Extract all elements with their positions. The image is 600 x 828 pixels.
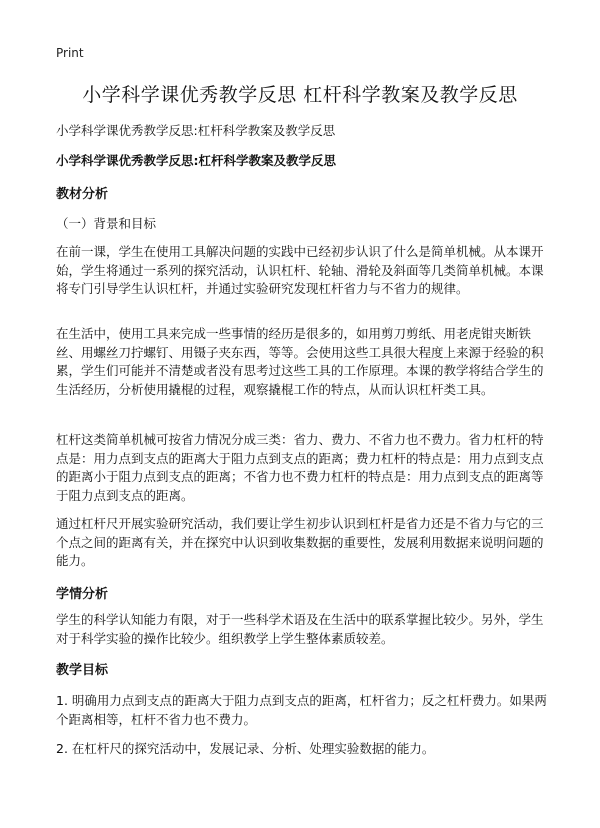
paragraph-5: 学生的科学认知能力有限，对于一些科学术语及在生活中的联系掌握比较少。另外，学生对于科学实验的操作比较少。组织教学上学生整体素质较差。 (56, 612, 544, 646)
document-subtitle: 小学科学课优秀教学反思:杠杆科学教案及教学反思 (56, 123, 336, 138)
paragraph-1: 在前一课，学生在使用工具解决问题的实践中已经初步认识了什么是简单机械。从本课开始，学生将通过一系列的探究活动，认识杠杆、轮轴、滑轮及斜面等几类简单机械。本课将专门引导学生认识杠杆，并通过实验研究发现杠杆省力与不省力的规律。 (56, 244, 544, 296)
goal-item-1: 1. 明确用力点到支点的距离大于阻力点到支点的距离，杠杆省力；反之杠杆费力。如果两个距离相等，杠杆不省力也不费力。 (56, 693, 547, 727)
section-heading-teaching-goals: 教学目标 (56, 663, 109, 678)
goal-item-2: 2. 在杠杆尺的探究活动中，发展记录、分析、处理实验数据的能力。 (56, 741, 435, 756)
section-heading-textbook-analysis: 教材分析 (56, 187, 109, 202)
print-label[interactable]: Print (56, 46, 84, 60)
section-heading-student-analysis: 学情分析 (56, 587, 109, 602)
page-title: 小学科学课优秀教学反思 杠杆科学教案及教学反思 (82, 84, 518, 106)
subsection-heading-background: （一）背景和目标 (56, 216, 157, 231)
paragraph-2: 在生活中，使用工具来完成一些事情的经历是很多的，如用剪刀剪纸、用老虎钳夹断铁丝、用螺丝刀拧螺钉、用镊子夹东西，等等。会使用这些工具很大程度上来源于经验的积累，学生们可能并不清楚或者没有思考过这些工具的工作原理。本课的教学将结合学生的生活经历，分析使用撬棍的过程，观察撬棍工作的特点，从而认识杠杆类工具。 (56, 326, 544, 397)
paragraph-4: 通过杠杆尺开展实验研究活动，我们要让学生初步认识到杠杆是省力还是不省力与它的三个点之间的距离有关，并在探究中认识到收集数据的重要性，发展利用数据来说明问题的能力。 (56, 516, 544, 568)
document-bold-heading: 小学科学课优秀教学反思:杠杆科学教案及教学反思 (56, 153, 336, 168)
paragraph-3: 杠杆这类简单机械可按省力情况分成三类：省力、费力、不省力也不费力。省力杠杆的特点是：用力点到支点的距离大于阻力点到支点的距离；费力杠杆的特点是：用力点到支点的距离小于阻力点到支点的距离；不省力也不费力杠杆的特点是：用力点到支点的距离等于阻力点到支点的距离。 (56, 432, 544, 503)
